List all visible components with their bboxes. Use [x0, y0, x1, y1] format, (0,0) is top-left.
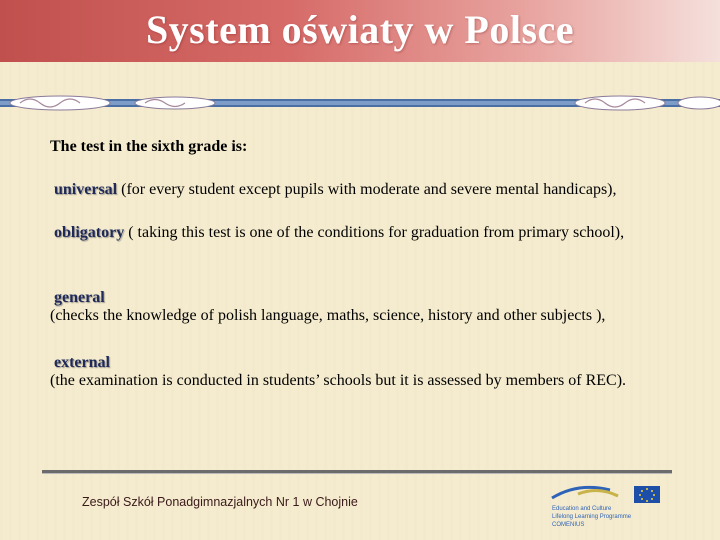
logo-line-3: COMENIUS — [552, 522, 585, 528]
school-name: Zespół Szkół Ponadgimnazjalnych Nr 1 w Chojnie — [82, 495, 358, 509]
ornamental-divider — [0, 90, 720, 116]
logo-line-2: Lifelong Learning Programme — [552, 514, 632, 520]
item-obligatory — [50, 224, 650, 242]
item-external — [50, 354, 710, 390]
item-general — [50, 289, 710, 325]
term-universal: universal — [54, 181, 118, 198]
footer-divider — [42, 470, 672, 474]
term-general: general — [54, 289, 105, 306]
slide-title: System oświaty w Polsce — [145, 7, 575, 52]
item-external-text: (the examination is conducted in students’ schools but it is assessed by members of REC). — [50, 372, 627, 389]
item-obligatory-text: ( taking this test is one of the conditions for graduation from primary school), — [124, 224, 625, 241]
term-obligatory: obligatory — [54, 224, 125, 241]
eu-comenius-logo — [548, 480, 668, 530]
logo-line-1: Education and Culture — [552, 506, 612, 512]
item-general-text: (checks the knowledge of polish language, maths, science, history and other subjects ), — [50, 307, 606, 324]
item-universal-text: (for every student except pupils with moderate and severe mental handicaps), — [117, 181, 617, 198]
test-heading: The test in the sixth grade is: — [50, 138, 248, 155]
item-universal — [54, 181, 714, 199]
term-external: external — [54, 354, 110, 371]
title-bar — [0, 0, 720, 62]
